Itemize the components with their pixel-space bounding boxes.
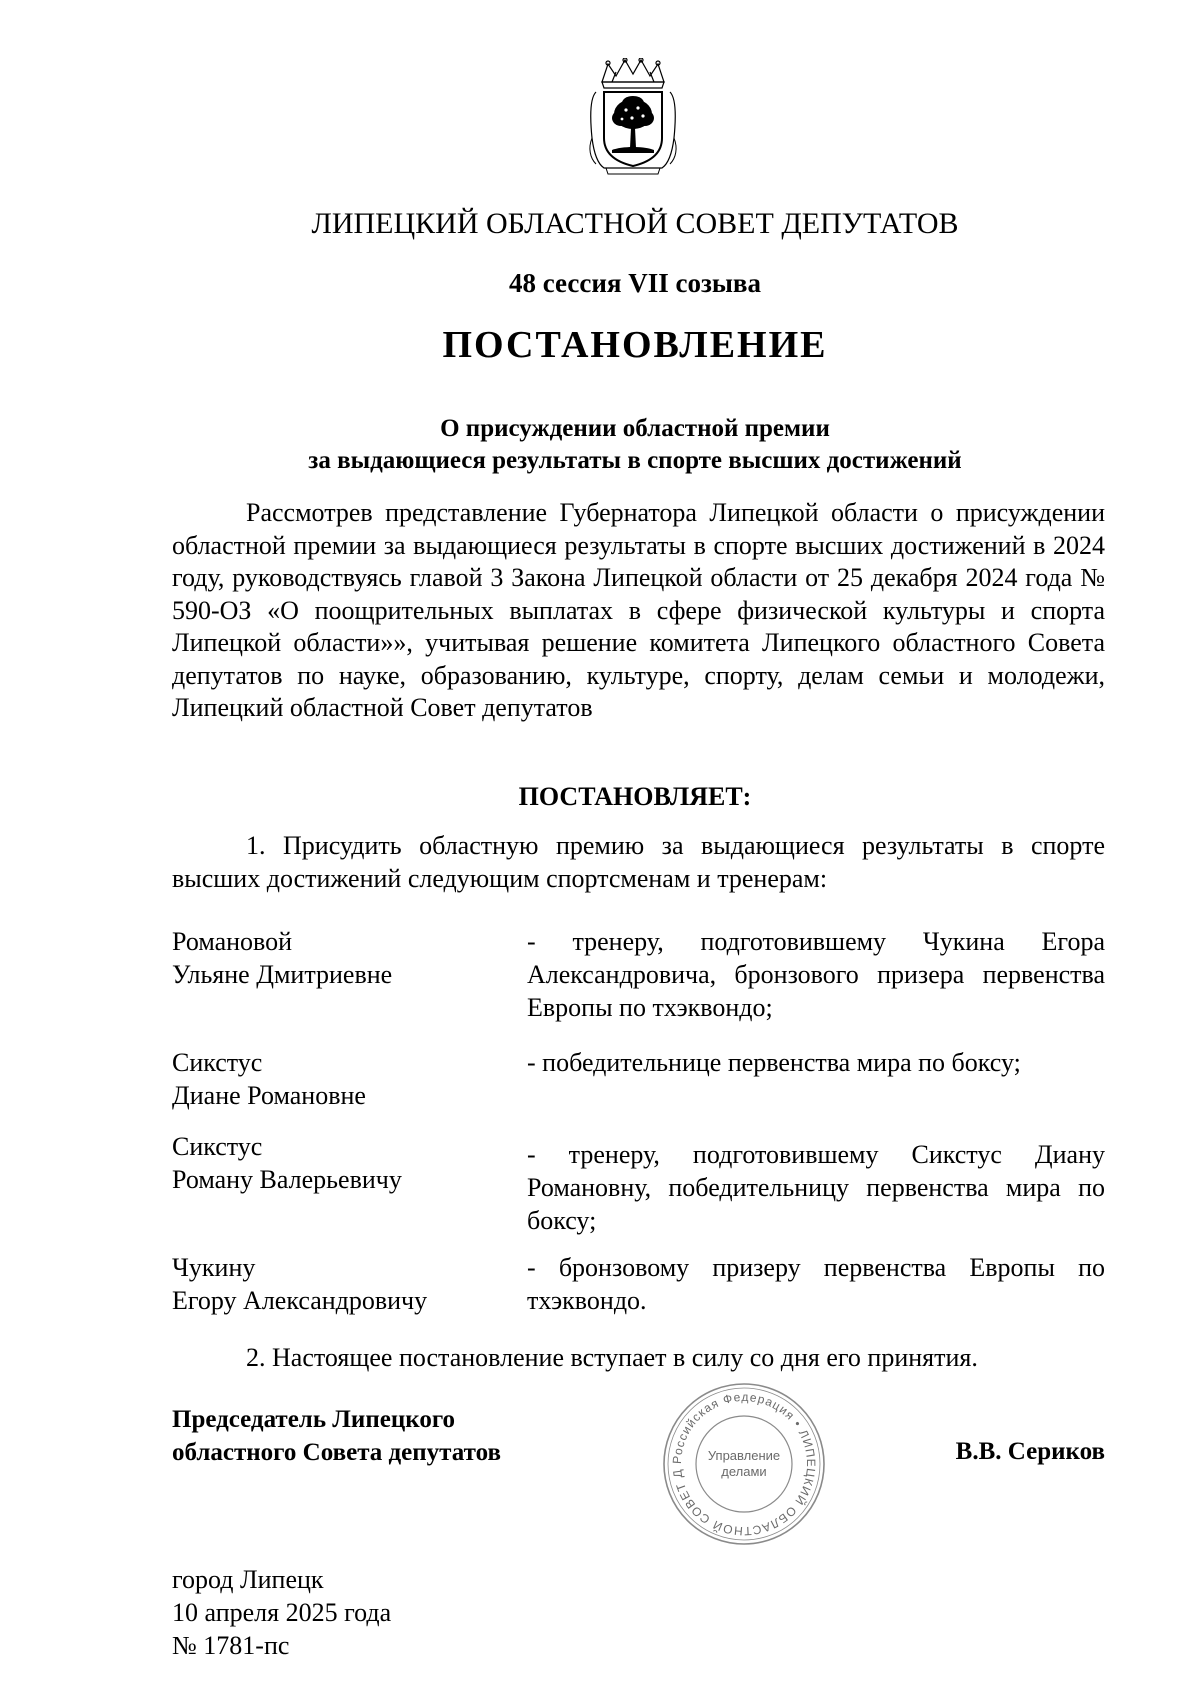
awardee-surname: Романовой [172,927,293,956]
awardee-given-name: Ульяне Дмитриевне [172,960,393,989]
document-city: город Липецк [172,1565,324,1594]
awardee-given-name: Роману Валерьевичу [172,1165,402,1194]
item-1-paragraph: 1. Присудить областную премию за выдающиеся результаты в спорте высших достижений следующим спортсменам и тренерам: [172,831,1105,893]
awardee-description: - тренеру, подготовившему Сикстус Диану Романовну, победительницу первенства мира по боксу; [527,1140,1105,1235]
awardee-description: - бронзовому призеру первенства Европы по тхэквондо. [527,1253,1105,1315]
organization-name: ЛИПЕЦКИЙ ОБЛАСТНОЙ СОВЕТ ДЕПУТАТОВ [311,207,959,240]
awardee-given-name: Диане Романовне [172,1081,366,1110]
awardee-name [172,1046,492,1112]
decides-heading: ПОСТАНОВЛЯЕТ: [518,782,752,811]
document-date: 10 апреля 2025 года [172,1598,392,1627]
awardee-name [172,1251,492,1317]
subject-line-1: О присуждении областной премии [440,415,830,442]
document-number: № 1781-пс [172,1631,290,1660]
preamble-paragraph: Рассмотрев представление Губернатора Липецкой области о присуждении областной премии за выдающиеся результаты в спорте высших достижений в 2024 году, руководствуясь главой 3 Закона Липецкой области от 25 декабря 2024 года № 590-ОЗ «О поощрительных выплатах в сфере физической культуры и спорта Липецкой области»», учитывая решение комитета Липецкого областного Совета депутатов по науке, образованию, культуре, спорту, делам семьи и молодежи, Липецкий областной Совет депутатов [172,498,1105,722]
signatory-position [172,1403,612,1469]
awardee-description: - тренеру, подготовившему Чукина Егора Александровича, бронзового призера первенства Европы по тхэквондо; [527,927,1105,1022]
signatory-position-line-1: Председатель Липецкого [172,1406,456,1433]
coat-of-arms-icon [588,58,678,176]
signatory-name: В.В. Сериков [955,1438,1105,1465]
document-type: ПОСТАНОВЛЕНИЕ [442,324,828,366]
document-subject [0,413,1200,477]
awardee-surname: Сикстус [172,1132,263,1161]
official-stamp [660,1380,828,1548]
awardee-name [172,925,492,991]
awardee-given-name: Егору Александровичу [172,1286,428,1315]
session-number: 48 сессия VII созыва [508,268,762,298]
stamp-center-line-2: делами [721,1464,767,1479]
stamp-outer-text: Российская Федерация • ЛИПЕЦКИЙ ОБЛАСТНОЙ СОВЕТ Д [669,1389,819,1539]
awardee-surname: Сикстус [172,1048,263,1077]
stamp-center-line-1: Управление [707,1448,781,1463]
awardee-description: - победительнице первенства мира по боксу; [527,1048,1021,1077]
awardee-surname: Чукину [172,1253,256,1282]
signatory-position-line-2: областного Совета депутатов [172,1439,501,1466]
item-2-paragraph: 2. Настоящее постановление вступает в силу со дня его принятия. [246,1343,978,1372]
subject-line-2: за выдающиеся результаты в спорте высших достижений [308,447,962,474]
awardee-name [172,1130,492,1196]
